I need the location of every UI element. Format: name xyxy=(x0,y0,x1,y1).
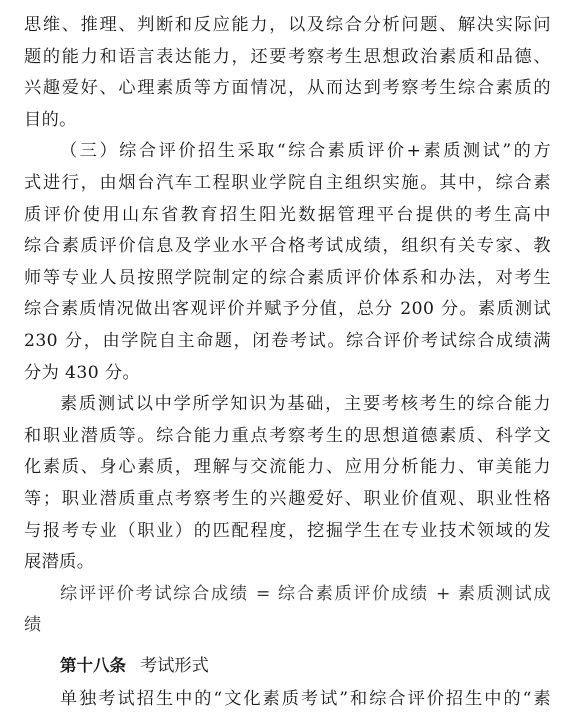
text-line: 目的。 xyxy=(24,109,77,130)
text-line: 绩 xyxy=(24,615,42,636)
text-line: 单独考试招生中的“文化素质考试”和综合评价招生中的“素 xyxy=(60,688,551,709)
text-line: 题的能力和语言表达能力，还要考察考生思想政治素质和品德、 xyxy=(24,46,551,67)
text-line: 素质测试以中学所学知识为基础，主要考核考生的综合能力 xyxy=(60,394,551,415)
text-line: 式进行，由烟台汽车工程职业学院自主组织实施。其中，综合素 xyxy=(24,172,551,193)
text-line: （三）综合评价招生采取“综合素质评价+素质测试”的方 xyxy=(60,141,551,162)
text-line: 和职业潜质等。综合能力重点考察考生的思想道德素质、科学文 xyxy=(24,425,551,446)
text-line: 230 分，由学院自主命题，闭卷考试。综合评价考试综合成绩满 xyxy=(24,330,551,351)
text-line: 化素质、身心素质，理解与交流能力、应用分析能力、审美能力 xyxy=(24,457,551,478)
text-line: 综评评价考试综合成绩 = 综合素质评价成绩 + 素质测试成 xyxy=(60,583,551,604)
article-title: 考试形式 xyxy=(140,655,209,676)
text-line: 等；职业潜质重点考察考生的兴趣爱好、职业价值观、职业性格 xyxy=(24,488,551,509)
text-line: 质评价使用山东省教育招生阳光数据管理平台提供的考生高中 xyxy=(24,204,551,225)
text-line: 综合素质情况做出客观评价并赋予分值，总分 200 分。素质测试 xyxy=(24,299,551,320)
paragraph-quality-test xyxy=(24,389,551,579)
article-number: 第十八条 xyxy=(60,655,126,675)
text-line: 展潜质。 xyxy=(24,552,95,573)
document-page xyxy=(24,10,551,715)
text-line: 兴趣爱好、心理素质等方面情况，从而达到考察考生综合素质的 xyxy=(24,78,551,99)
paragraph-score-formula xyxy=(24,579,551,642)
paragraph-comprehensive-evaluation xyxy=(24,136,551,389)
paragraph-assessment-purpose xyxy=(24,10,551,136)
article-heading xyxy=(24,648,551,684)
text-line: 师等专业人员按照学院制定的综合素质评价体系和办法，对考生 xyxy=(24,267,551,288)
text-line: 分为 430 分。 xyxy=(24,362,141,383)
text-line: 与报考专业（职业）的匹配程度，挖掘学生在专业技术领域的发 xyxy=(24,520,551,541)
text-line: 综合素质评价信息及学业水平合格考试成绩，组织有关专家、教 xyxy=(24,236,551,257)
text-line: 思维、推理、判断和反应能力，以及综合分析问题、解决实际问 xyxy=(24,15,551,35)
